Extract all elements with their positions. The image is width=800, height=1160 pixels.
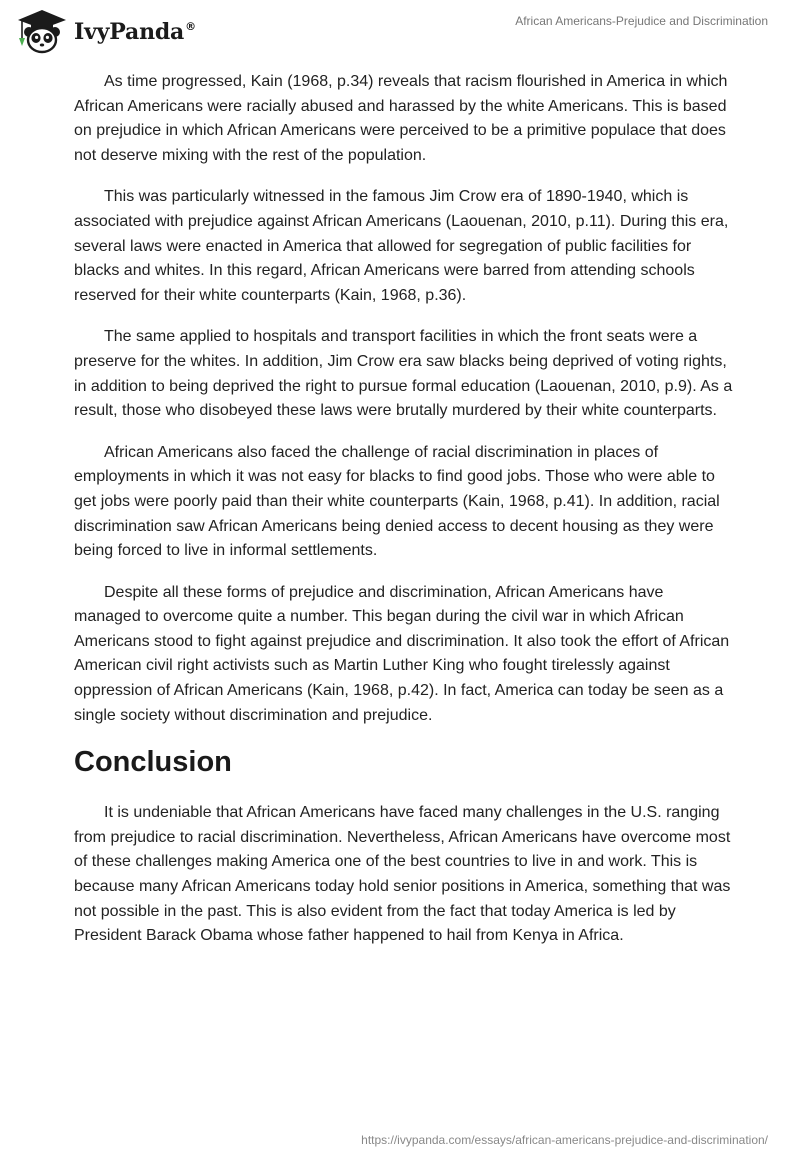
logo[interactable] bbox=[14, 8, 196, 54]
panda-graduate-icon bbox=[14, 8, 70, 54]
paragraph: The same applied to hospitals and transport facilities in which the front seats were a preserve for the whites. In addition, Jim Crow era saw blacks being deprived of voting rights, in addition to being deprived the right to pursue formal education (Laouenan, 2010, p.9). As a result, those who disobeyed these laws were brutally murdered by their white counterparts. bbox=[74, 328, 733, 420]
registered-mark: ® bbox=[185, 20, 196, 33]
brand-name: IvyPanda® bbox=[74, 19, 196, 45]
paragraph: Despite all these forms of prejudice and discrimination, African Americans have managed to overcome quite a number. This began during the civil war in which African Americans stood to fight against prejudice and discrimination. It also took the effort of African American civil right activists such as Martin Luther King who fought tirelessly against oppression of African Americans (Kain, 1968, p.42). In fact, America can today be seen as a single society without discrimination and prejudice. bbox=[74, 583, 730, 724]
conclusion-paragraph: It is undeniable that African Americans have faced many challenges in the U.S. ranging from prejudice to racial discrimination. Nevertheless, African Americans have overcome most of these challenges making America one of the best countries to live in and work. This is because many African Americans today hold senior positions in America, something that was not possible in the past. This is also evident from the fact that today America is led by President Barack Obama whose father happened to hail from Kenya in Africa. bbox=[74, 804, 731, 945]
paragraph: African Americans also faced the challenge of racial discrimination in places of employments in which it was not easy for blacks to find good jobs. Those who were able to get jobs were poorly paid than their white counterparts (Kain, 1968, p.41). In addition, racial discrimination saw African Americans being denied access to decent housing as they were being forced to live in informal settlements. bbox=[74, 443, 720, 560]
essay-body bbox=[74, 70, 734, 966]
paragraph: As time progressed, Kain (1968, p.34) reveals that racism flourished in America in which African Americans were racially abused and harassed by the white Americans. This is based on prejudice in which African Americans were perceived to be a primitive populace that does not deserve mixing with the rest of the population. bbox=[74, 73, 728, 164]
page-header bbox=[0, 0, 800, 60]
conclusion-heading: Conclusion bbox=[74, 746, 232, 779]
paragraph: This was particularly witnessed in the famous Jim Crow era of 1890-1940, which is associated with prejudice against African Americans (Laouenan, 2010, p.11). During this era, several laws were enacted in America that allowed for segregation of public facilities for blacks and whites. In this regard, African Americans were barred from attending schools reserved for their white counterparts (Kain, 1968, p.36). bbox=[74, 188, 729, 304]
source-url[interactable]: https://ivypanda.com/essays/african-americans-prejudice-and-discrimination/ bbox=[361, 1133, 768, 1147]
document-title: African Americans-Prejudice and Discrimination bbox=[515, 14, 768, 28]
